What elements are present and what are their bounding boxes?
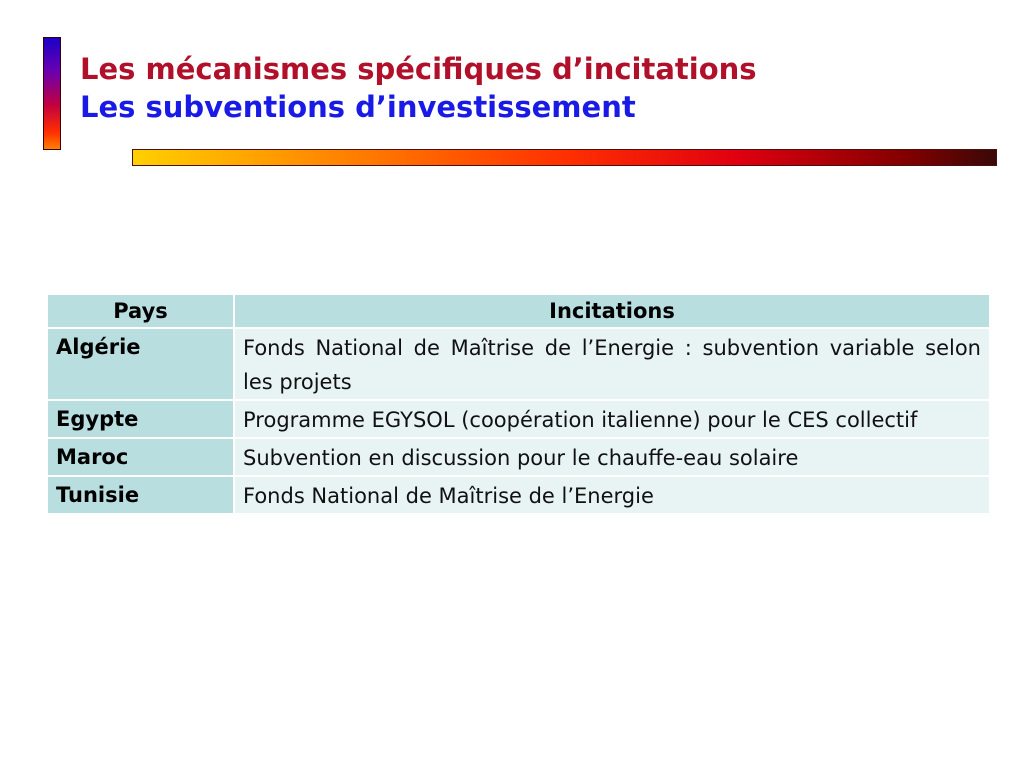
slide-title: [80, 50, 1010, 126]
table-row: [48, 477, 989, 513]
title-line-1: Les mécanismes spécifiques d’incitations: [80, 52, 757, 86]
header-pays: Pays: [48, 295, 233, 327]
country-cell: Tunisie: [48, 477, 233, 513]
title-line-2: Les subventions d’investissement: [80, 90, 636, 124]
incentive-cell: Fonds National de Maîtrise de l’Energie: [235, 477, 989, 513]
incentive-cell: Subvention en discussion pour le chauffe-eau solaire: [235, 439, 989, 475]
header-incitations: Incitations: [235, 295, 989, 327]
title-underline-bar: [132, 149, 997, 166]
incentive-cell: Fonds National de Maîtrise de l’Energie : subvention variable selon les projets: [235, 329, 989, 399]
vertical-accent-bar: [43, 37, 61, 150]
country-cell: Egypte: [48, 401, 233, 437]
country-cell: Algérie: [48, 329, 233, 399]
incentive-cell: Programme EGYSOL (coopération italienne) pour le CES collectif: [235, 401, 989, 437]
table-row: [48, 329, 989, 399]
table-header-row: [48, 295, 989, 327]
table-row: [48, 439, 989, 475]
country-cell: Maroc: [48, 439, 233, 475]
table-row: [48, 401, 989, 437]
incentives-table: [48, 295, 991, 513]
